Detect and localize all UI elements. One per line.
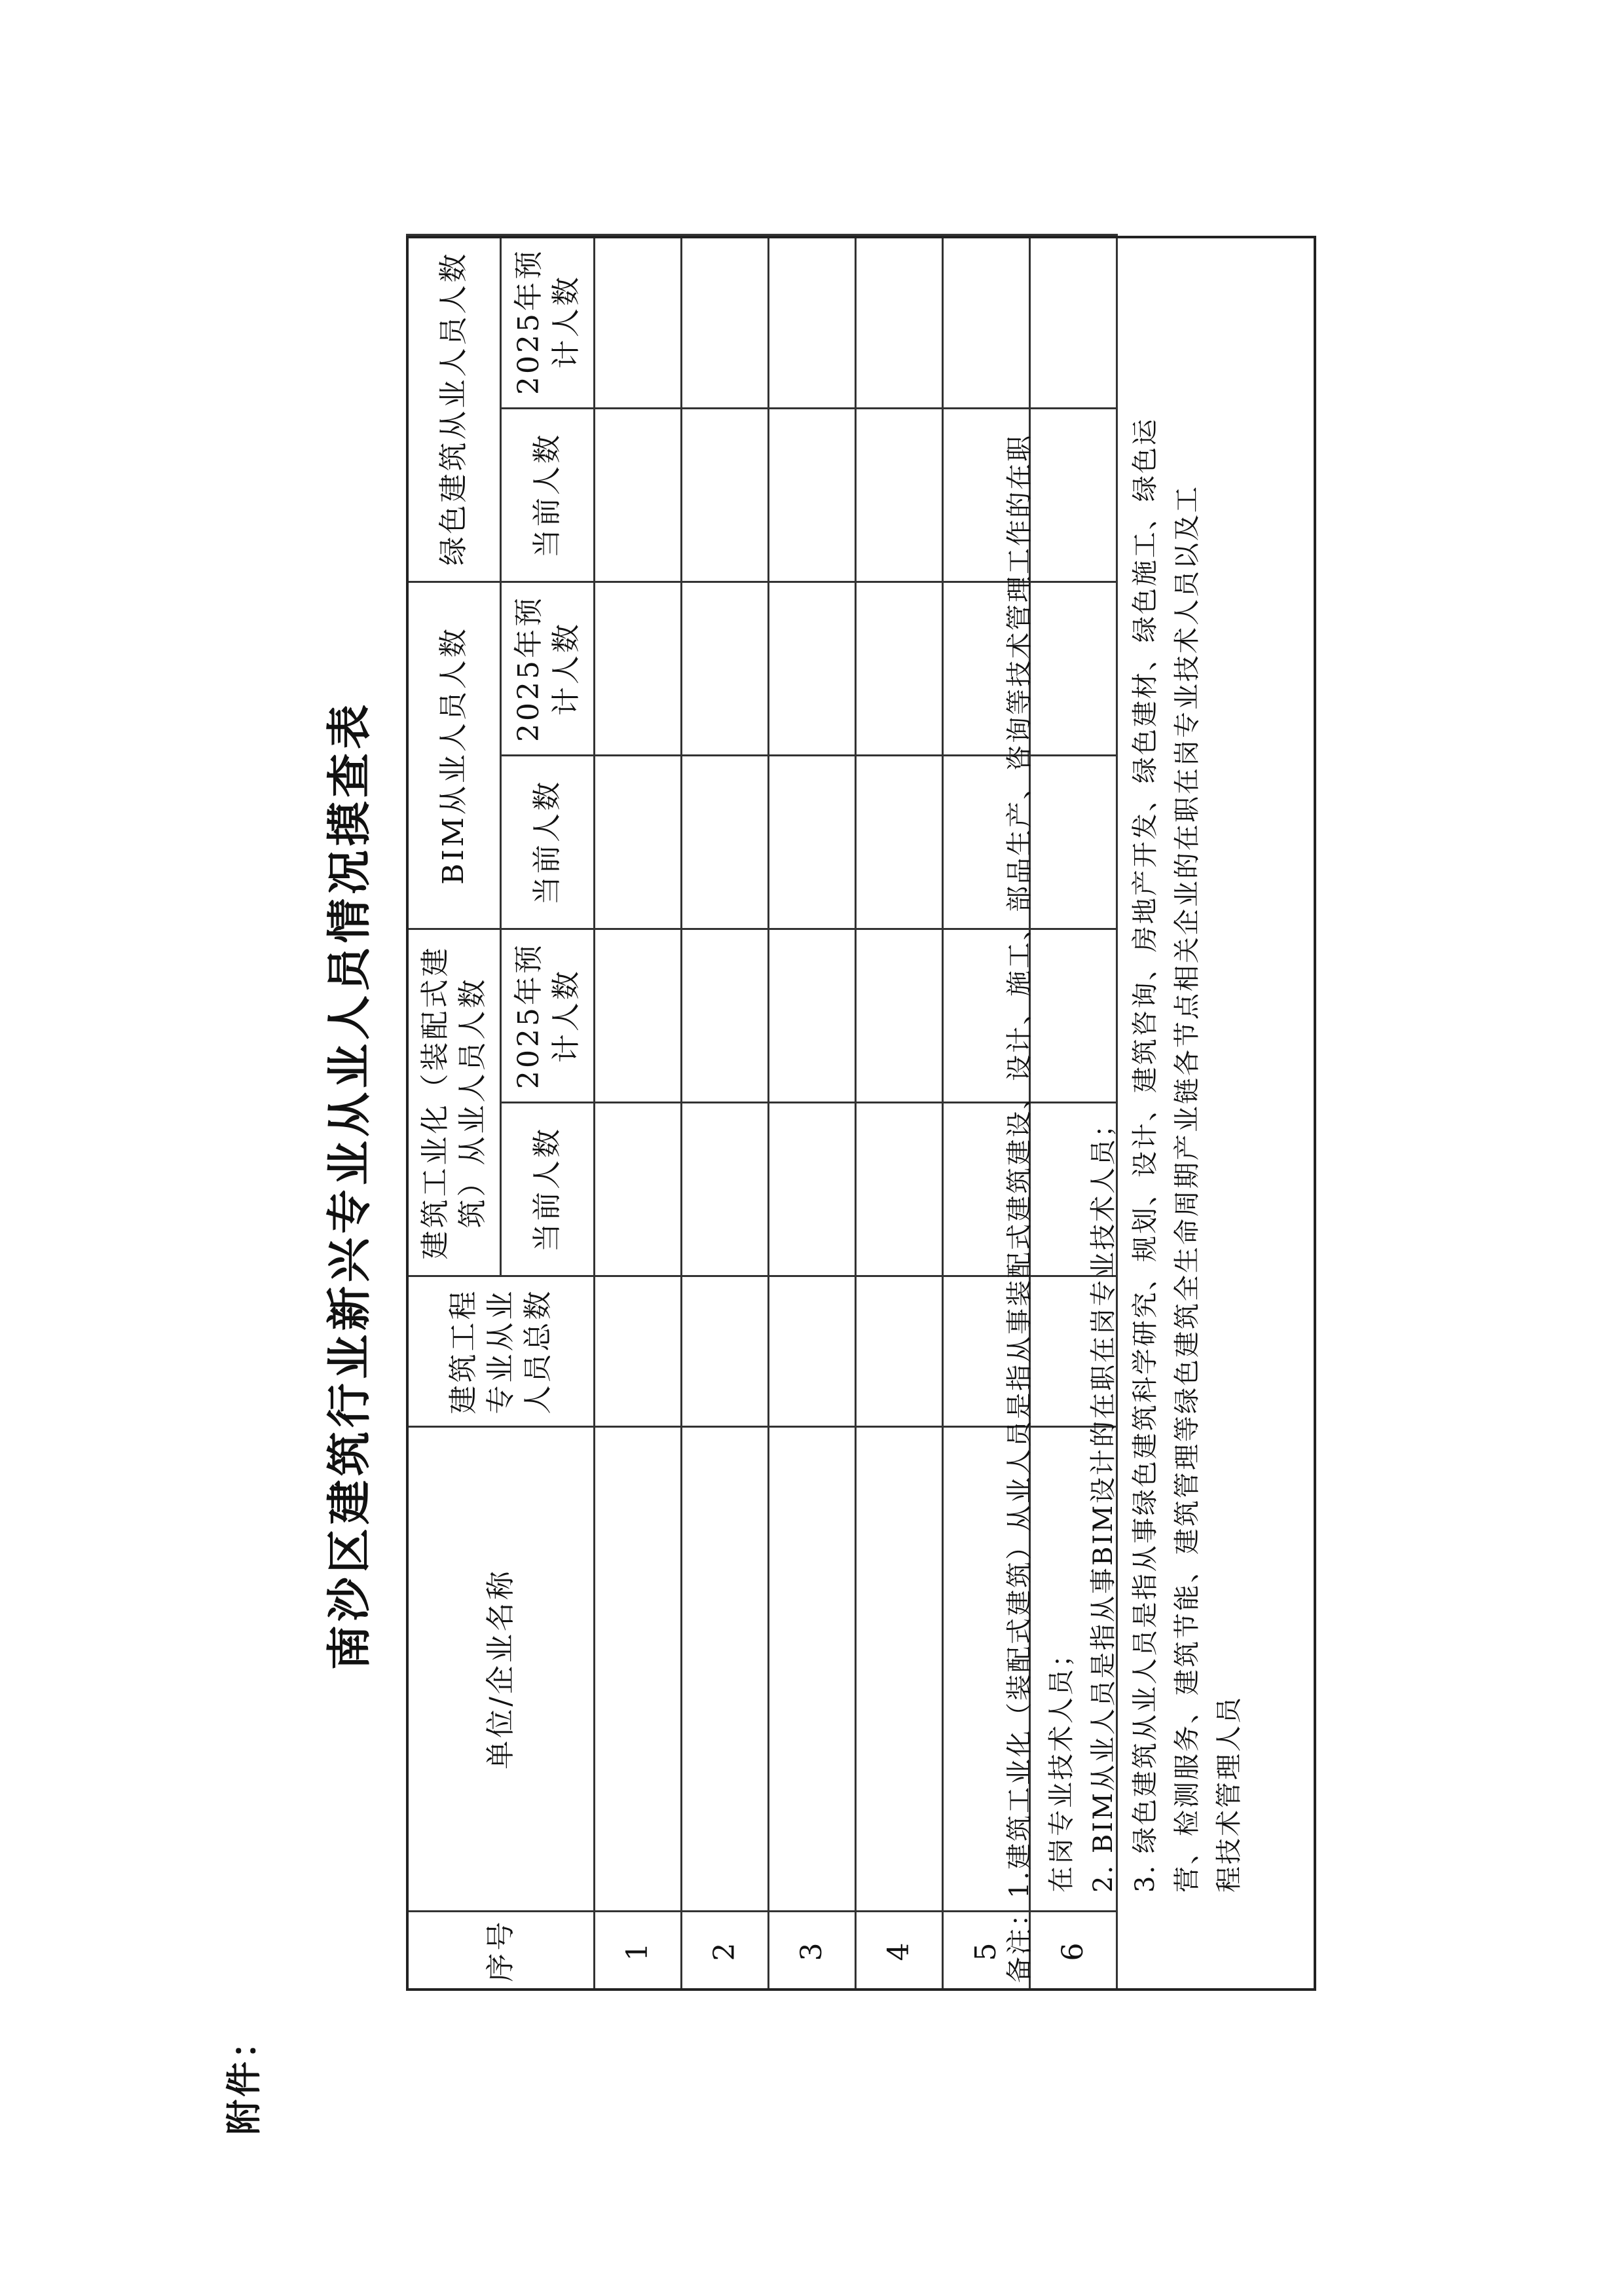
header-green-group: 绿色建筑从业人员人数 [407,235,501,582]
header-prefab-group: 建筑工业化（装配式建筑）从业人员人数 [407,929,501,1276]
note-item-1-text: 1.建筑工业化（装配式建筑）从业人员是指从事装配式建筑建设、设计、施工、部品生产、咨询等技术管理工作的在职 [1005,433,1035,1898]
header-bim-current: 当前人数 [501,756,595,929]
note-item-3: 3. 绿色建筑从业人员是指从事绿色建筑科学研究、规划、设计、建筑咨询、房地产开发、绿色建材、绿色施工、绿色运 [1130,417,1160,1893]
header-total: 建筑工程专业从业人员总数 [407,1276,595,1427]
header-green-projected: 2025年预计人数 [501,235,595,409]
document-title: 南沙区建筑行业新兴专业从业人员情况摸查表 [324,701,376,1671]
row-seq: 1 [595,1912,682,1990]
row-seq: 4 [856,1912,943,1990]
row-seq: 2 [682,1912,769,1990]
header-bim-projected: 2025年预计人数 [501,582,595,756]
row-seq: 3 [769,1912,856,1990]
header-green-current: 当前人数 [501,409,595,582]
header-seq: 序号 [407,1912,595,1990]
header-unit-name: 单位/企业名称 [407,1427,595,1912]
header-prefab-current: 当前人数 [501,1103,595,1276]
notes-label: 备注： [1005,1898,1035,1983]
note-item-3-cont-2: 程技术管理人员 [1214,1695,1244,1893]
row-seq: 5 [943,1912,1030,1990]
rotated-content [216,236,1342,2135]
header-prefab-projected: 2025年预计人数 [501,929,595,1103]
notes-section [999,242,1250,1984]
note-item-1 [999,242,1041,1984]
header-bim-group: BIM从业人员人数 [407,582,501,929]
row-seq: 6 [1030,1912,1117,1990]
note-item-2: 2. BIM从业人员是指从事BIM设计的在职在岗专业技术人员； [1088,1109,1118,1893]
attachment-label: 附件： [223,2021,265,2135]
note-item-3-cont-1: 营、检测服务、建筑节能、建筑管理等绿色建筑全生命周期产业链各节点相关企业的在职在岗专业技术人员以及工 [1172,485,1202,1893]
note-item-1-cont: 在岗专业技术人员； [1046,1639,1077,1893]
